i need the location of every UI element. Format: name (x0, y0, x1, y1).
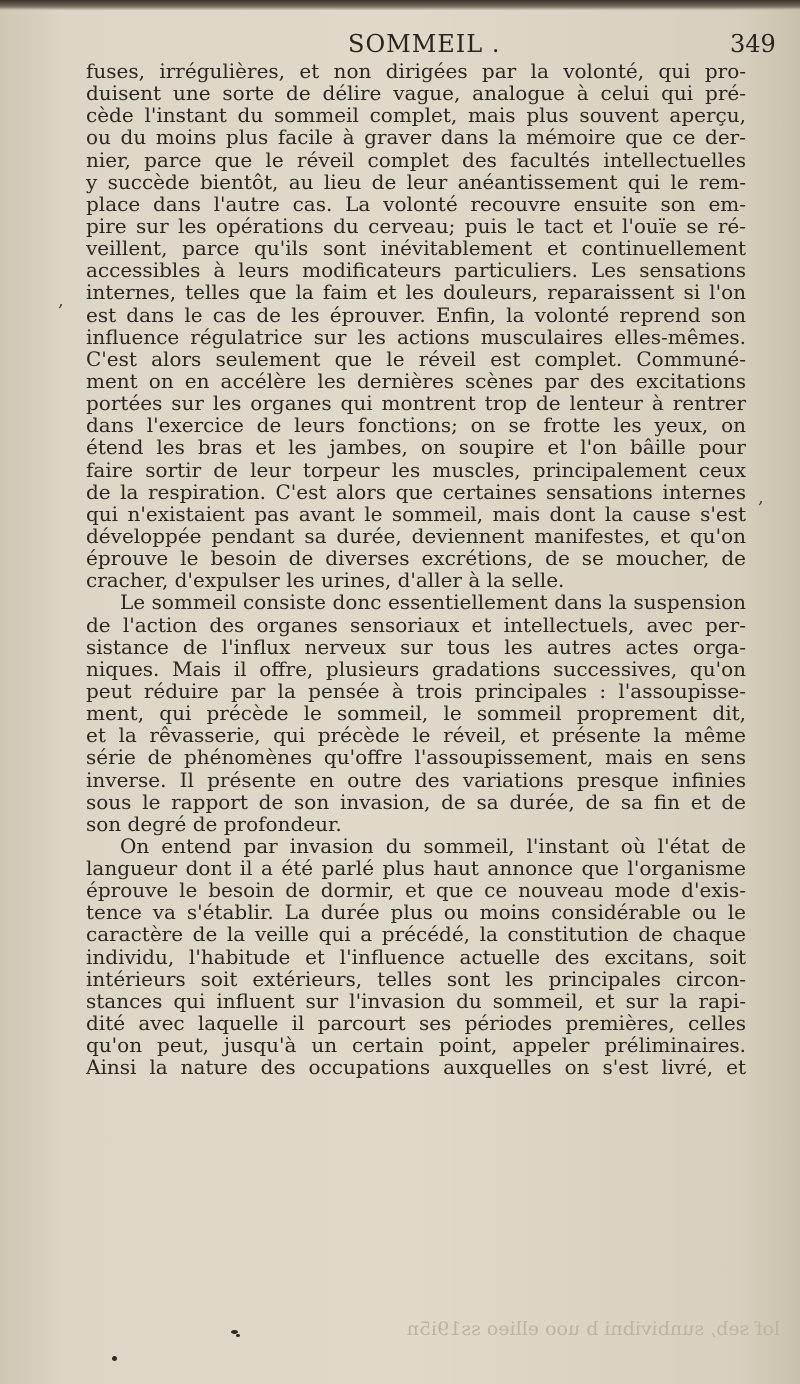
text-line: accessibles à leurs modificateurs particuliers. Les sensations (86, 258, 746, 283)
page-number: 349 (730, 30, 776, 58)
text-line: y succède bientôt, au lieu de leur anéantissement qui le rem- (86, 169, 746, 194)
text-line: ment on en accélère les dernières scènes par des excitations (86, 368, 746, 393)
text-line: fuses, irrégulières, et non dirigées par la volonté, qui pro- (86, 59, 746, 83)
text-line: pire sur les opérations du cerveau; puis le tact et l'ouïe se ré- (86, 213, 746, 238)
ink-speck (236, 1334, 240, 1337)
text-line: cède l'instant du sommeil complet, mais plus souvent aperçu, (86, 103, 746, 128)
text-line: nier, parce que le réveil complet des facultés intellectuelles (86, 147, 746, 172)
paragraph-end-line: son degré de profondeur. (86, 811, 342, 836)
text-line: développée pendant sa durée, deviennent manifestes, et qu'on (86, 523, 746, 548)
text-line: éprouve le besoin de diverses excrétions, de se moucher, de (86, 546, 746, 571)
text-line: influence régulatrice sur les actions musculaires elles-mêmes. (86, 324, 746, 349)
ink-speck (112, 1356, 117, 1361)
text-line: niques. Mais il offre, plusieurs gradations successives, qu'on (86, 656, 746, 681)
text-line: est dans le cas de les éprouver. Enfin, la volonté reprend son (86, 302, 746, 327)
text-line: qui n'existaient pas avant le sommeil, mais dont la cause s'est (86, 501, 746, 526)
text-line: ment, qui précède le sommeil, le sommeil proprement dit, (86, 701, 746, 726)
text-line: ou du moins plus facile à graver dans la mémoire que ce der- (86, 125, 746, 150)
body-text (86, 60, 746, 1078)
text-line: sistance de l'influx nerveux sur tous les autres actes orga- (86, 634, 746, 659)
text-line: internes, telles que la faim et les douleurs, reparaissent si l'on (86, 280, 746, 305)
text-line: éprouve le besoin de dormir, et que ce nouveau mode d'exis- (86, 878, 746, 903)
text-line: peut réduire par la pensée à trois principales : l'assoupisse- (86, 678, 746, 703)
text-line: portées sur les organes qui montrent trop de lenteur à rentrer (86, 391, 746, 416)
paragraph-start-line: On entend par invasion du sommeil, l'instant où l'état de (120, 833, 746, 858)
page-top-edge (0, 0, 800, 10)
text-line: de l'action des organes sensoriaux et intellectuels, avec per- (86, 612, 746, 637)
text-line: veillent, parce qu'ils sont inévitablement et continuellement (86, 236, 746, 261)
paragraph-start-line: Le sommeil consiste donc essentiellement dans la suspension (120, 590, 746, 615)
text-line: qu'on peut, jusqu'à un certain point, appeler préliminaires. (86, 1033, 746, 1058)
text-line: dans l'exercice de leurs fonctions; on se frotte les yeux, on (86, 413, 746, 438)
paragraph-end-line: cracher, d'expulser les urines, d'aller à la selle. (86, 568, 565, 593)
text-line: langueur dont il a été parlé plus haut annonce que l'organisme (86, 856, 746, 881)
text-line: caractère de la veille qui a précédé, la constitution de chaque (86, 922, 746, 947)
text-line: de la respiration. C'est alors que certaines sensations internes (86, 479, 746, 504)
text-line: étend les bras et les jambes, on soupire et l'on bâille pour (86, 435, 746, 460)
text-line: et la rêvasserie, qui précède le réveil, et présente la même (86, 723, 746, 748)
text-line: inverse. Il présente en outre des variations presque infinies (86, 767, 746, 792)
text-line: tence va s'établir. La durée plus ou moins considérable ou le (86, 900, 746, 925)
text-line: Ainsi la nature des occupations auxquelles on s'est livré, et (86, 1055, 746, 1080)
text-line: individu, l'habitude et l'influence actuelle des excitans, soit (86, 944, 746, 969)
text-line: série de phénomènes qu'offre l'assoupissement, mais en sens (86, 745, 746, 770)
running-head (0, 26, 800, 60)
text-line: stances qui influent sur l'invasion du sommeil, et sur la rapi- (86, 988, 746, 1013)
text-line: duisent une sorte de délire vague, analogue à celui qui pré- (86, 81, 746, 106)
running-title: SOMMEIL . (348, 30, 501, 58)
text-line: faire sortir de leur torpeur les muscles, principalement ceux (86, 457, 746, 482)
text-line: C'est alors seulement que le réveil est complet. Communé- (86, 346, 746, 371)
margin-mark-right: , (758, 487, 764, 508)
margin-mark-left: , (58, 290, 64, 311)
text-line: intérieurs soit extérieurs, telles sont les principales circon- (86, 966, 746, 991)
text-line: dité avec laquelle il parcourt ses périodes premières, celles (86, 1011, 746, 1036)
text-line: place dans l'autre cas. La volonté recouvre ensuite son em- (86, 191, 746, 216)
text-line: sous le rapport de son invasion, de sa durée, de sa fin et de (86, 789, 746, 814)
show-through-text: lof seb, sunbivibni b uoo ellieo ss19i5n (406, 1318, 780, 1340)
